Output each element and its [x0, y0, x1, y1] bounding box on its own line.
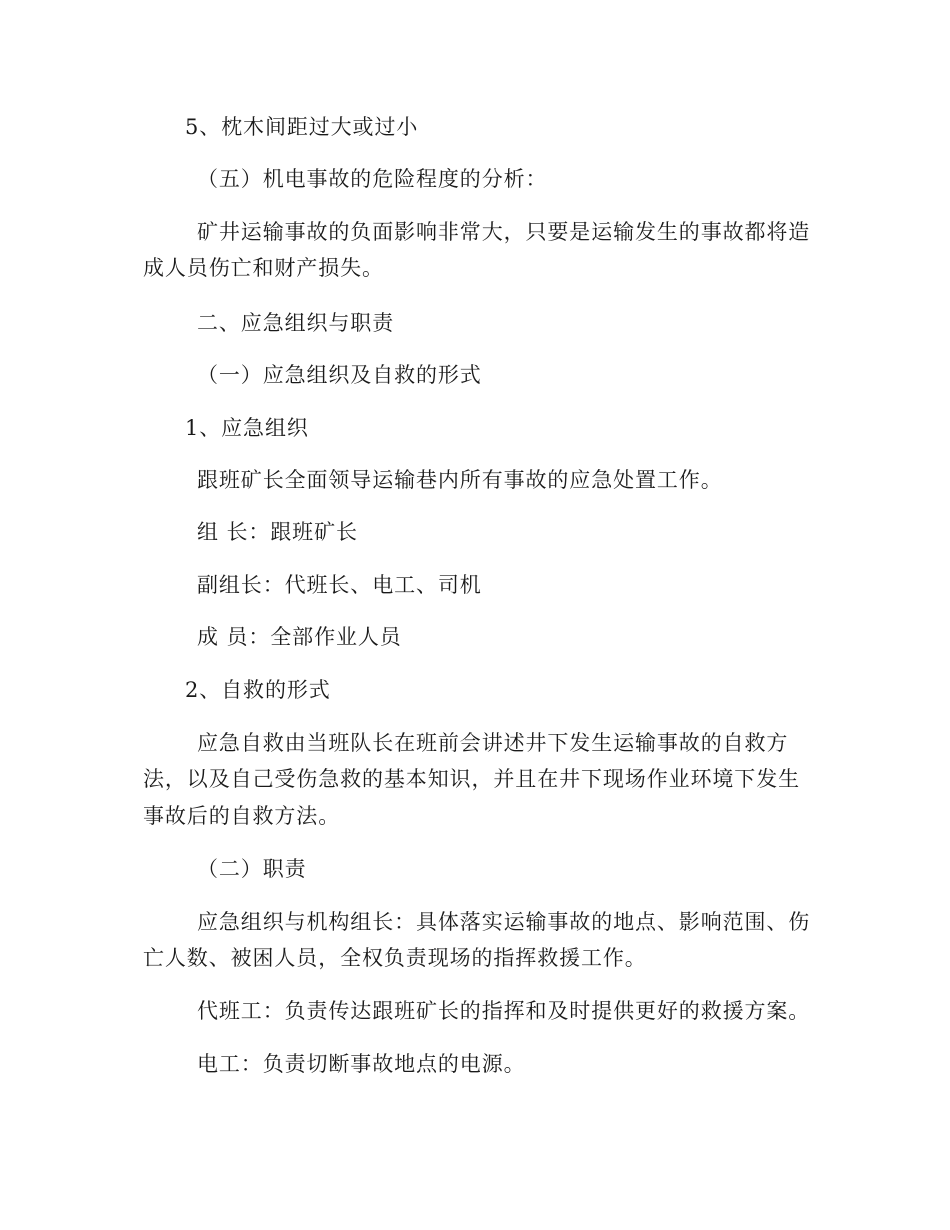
paragraph-line: 应急组织与机构组长：具体落实运输事故的地点、影响范围、伤: [197, 910, 811, 934]
paragraph-line: 矿井运输事故的负面影响非常大，只要是运输发生的事故都将造: [197, 220, 811, 244]
role-line-members: 成 员：全部作业人员: [197, 625, 402, 649]
section-heading-2-duties: （二）职责: [197, 857, 307, 881]
paragraph-line: 跟班矿长全面领导运输巷内所有事故的应急处置工作。: [197, 468, 723, 492]
section-heading-1-organization-forms: （一）应急组织及自救的形式: [197, 363, 482, 387]
subheading-2-self-rescue: 2、自救的形式: [185, 678, 331, 702]
section-heading-5-danger-analysis: （五）机电事故的危险程度的分析：: [197, 167, 548, 191]
subheading-1-emergency-organization: 1、应急组织: [185, 416, 309, 440]
list-item-5-sleeper-spacing: 5、枕木间距过大或过小: [185, 115, 419, 139]
paragraph-line: 事故后的自救方法。: [143, 804, 341, 828]
paragraph-line: 电工：负责切断事故地点的电源。: [197, 1052, 526, 1076]
role-line-deputy-leader: 副组长：代班长、电工、司机: [197, 573, 482, 597]
paragraph-line: 应急自救由当班队长在班前会讲述井下发生运输事故的自救方: [197, 731, 789, 755]
paragraph-line: 法，以及自己受伤急救的基本知识，并且在井下现场作业环境下发生: [143, 767, 800, 791]
paragraph-line: 亡人数、被困人员，全权负责现场的指挥救援工作。: [143, 946, 647, 970]
paragraph-line: 成人员伤亡和财产损失。: [143, 256, 384, 280]
paragraph-line: 代班工：负责传达跟班矿长的指挥和及时提供更好的救援方案。: [197, 999, 811, 1023]
chapter-heading-emergency-organization: 二、应急组织与职责: [197, 311, 395, 335]
role-line-leader: 组 长：跟班矿长: [197, 520, 358, 544]
